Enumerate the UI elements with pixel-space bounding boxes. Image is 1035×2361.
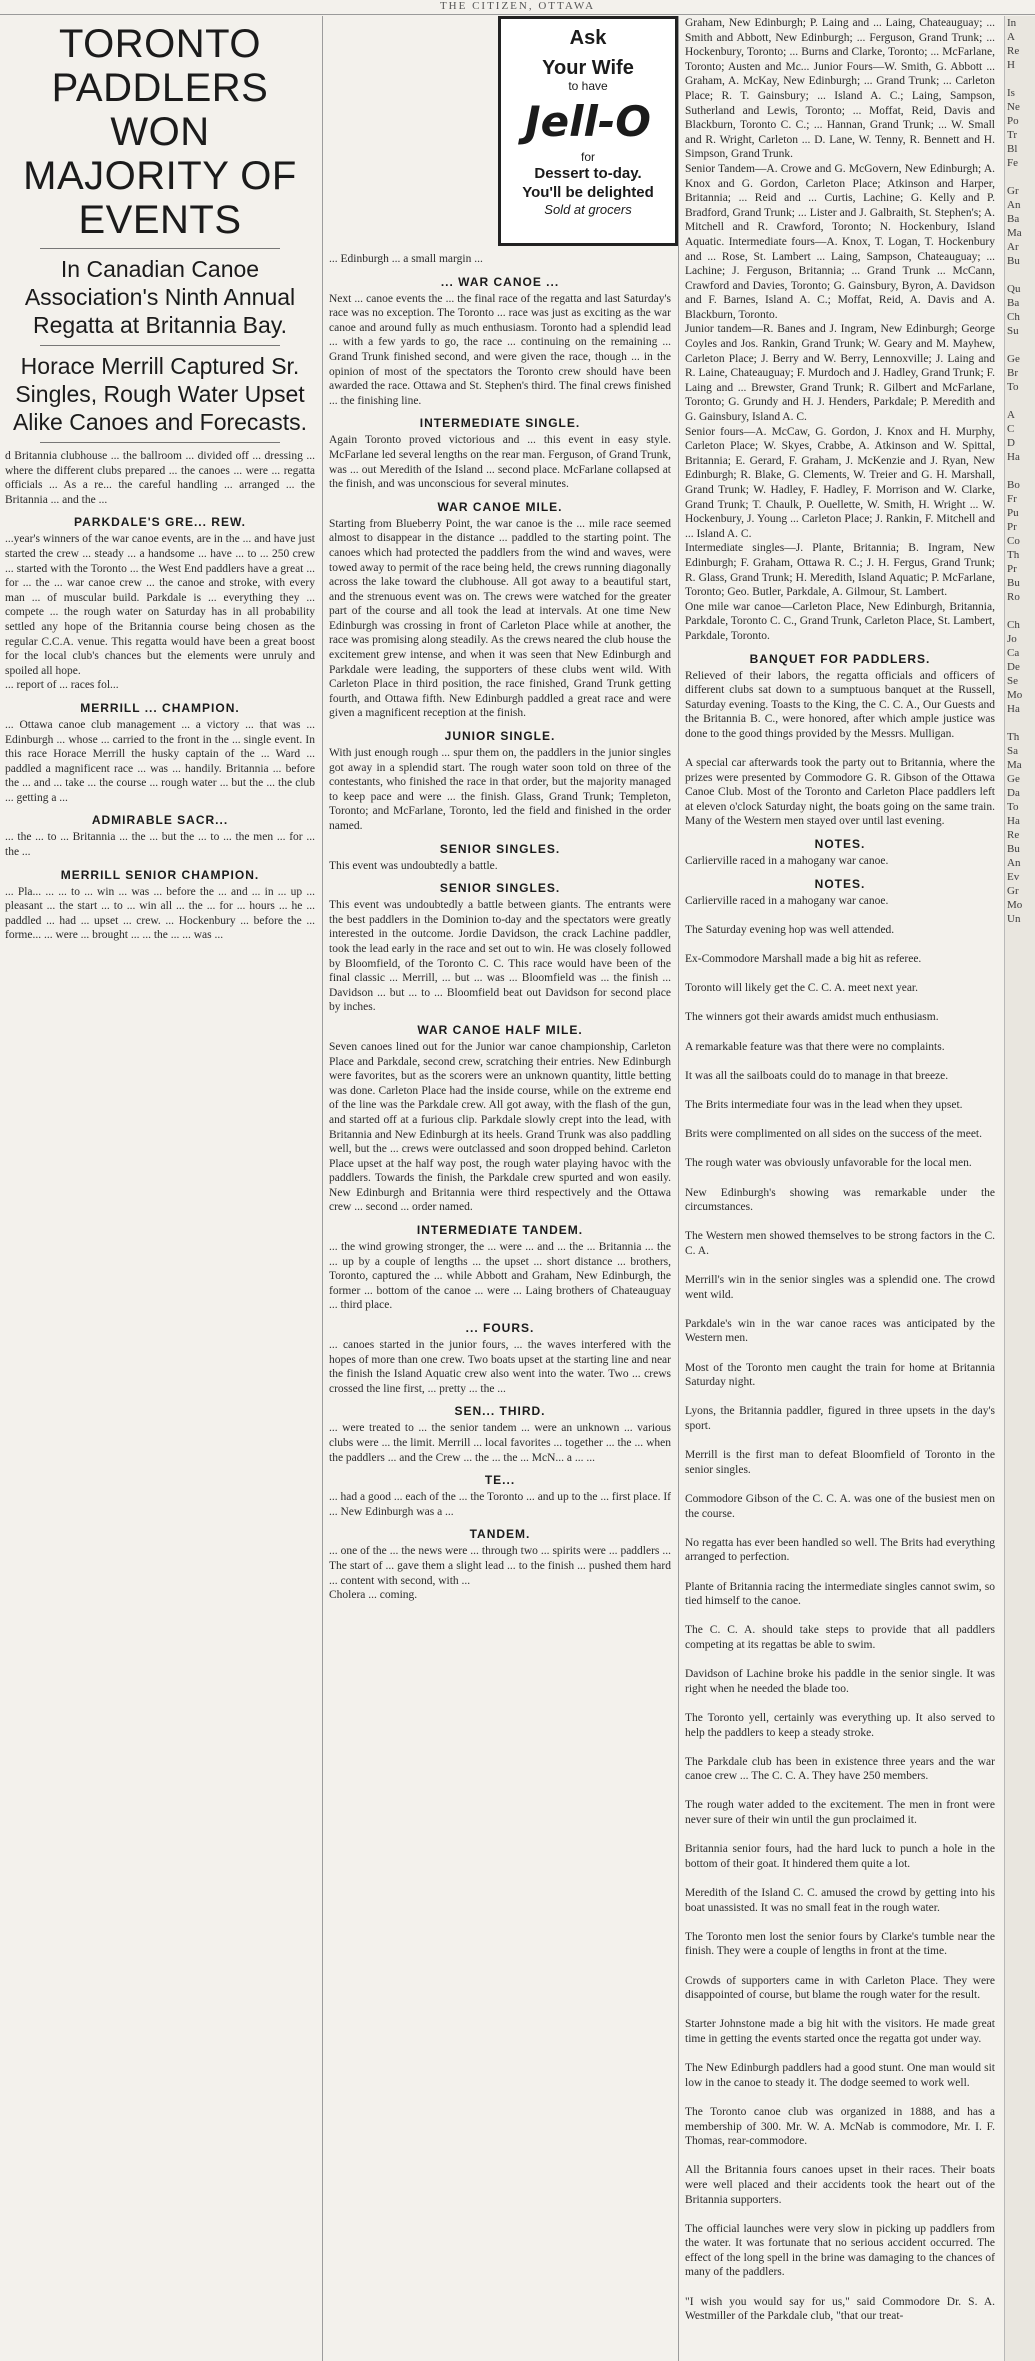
article-intro: d Britannia clubhouse ... the ballroom ... divided off ... dressing ... where the different clubs prepared ... the canoes ... were ... regatta officials ... As a re... the careful handling ... arranged ... the Britannia ... and the ...: [5, 450, 318, 506]
fragment-line: Bu: [1007, 255, 1020, 267]
fragment-line: Se: [1007, 675, 1018, 687]
fragment-line: Qu: [1007, 283, 1021, 295]
column-rule: [678, 16, 679, 2361]
fragment-line: H: [1007, 59, 1015, 71]
adjacent-column-fragment: [1004, 16, 1035, 2361]
subhead-third: SEN... THIRD.: [454, 1404, 546, 1419]
ad-line-to-have: to have: [568, 79, 608, 93]
subhead-senior-singles-2: SENIOR SINGLES.: [439, 881, 561, 896]
fragment-line: Pr: [1007, 521, 1017, 533]
fragment-line: Ge: [1007, 773, 1020, 785]
fragment-line: Mo: [1007, 899, 1023, 911]
ad-brand: Jell-O: [524, 97, 652, 146]
fragment-line: Bu: [1007, 843, 1020, 855]
fragment-line: An: [1007, 199, 1021, 211]
fragment-line: D: [1007, 437, 1015, 449]
entries-list-6: One mile war canoe—Carleton Place, New Edinburgh, Britannia, Parkdale, Toronto C. C., Grand Trunk, Carleton Place, St. Lambert, Parkdale, Toronto.: [685, 600, 998, 642]
fragment-line: Ch: [1007, 619, 1020, 631]
subhead-war-canoe: ... WAR CANOE ...: [440, 274, 560, 289]
fragment-line: Bu: [1007, 577, 1020, 589]
fragment-line: [1005, 716, 1035, 730]
fragment-line: Bo: [1007, 479, 1020, 491]
paragraph-te: ... had a good ... each of the ... the Toronto ... and up to the ... first place. If ... New Edinburgh was a ...: [329, 1491, 674, 1518]
fragment-line: Ma: [1007, 227, 1022, 239]
column-1: [0, 16, 320, 2361]
fragment-line: Ca: [1007, 647, 1020, 659]
paragraph-war-canoe-half-mile: Seven canoes lined out for the Junior war canoe championship, Carleton Place and Parkdale, second crew, scratching their entries. New Edinburgh were favorites, but as the scorers were an unknown quantity, little betting was done. Carleton Place had the inside course, while on the extreme end of the line was the Parkdale crew. All got away, with the flash of the gun, and started off at a furious clip. Parkdale slowly crept into the lead, with Britannia and New Edinburgh at its heels. Grand Trunk was also paddling well, but the ... crews were outclassed and soon dropped behind. Carleton Place upset at the half way post, the rough water playing havoc with the paddlers. Towards the finish, the Parkdale crew spurted and won easily. New Edinburgh and Britannia were third respectively and the Ottawa crew ... second ... order named.: [329, 1040, 674, 1214]
fragment-line: [1005, 464, 1035, 478]
ad-line-ask: Ask: [569, 27, 607, 49]
fragment-line: [1005, 268, 1035, 282]
paragraph-senior-singles: This event was undoubtedly a battle.: [329, 859, 498, 872]
fragment-line: Gr: [1007, 185, 1019, 197]
fragment-line: Tr: [1007, 129, 1017, 141]
fragment-line: Ha: [1007, 815, 1020, 827]
subhead-admirable: ADMIRABLE SACR...: [91, 813, 229, 828]
ad-line-delighted: You'll be delighted: [522, 184, 654, 201]
fragment-line: Re: [1007, 45, 1020, 57]
deck-2: Horace Merrill Captured Sr. Singles, Rough Water Upset Alike Canoes and Forecasts.: [12, 353, 308, 435]
fragment-line: Ma: [1007, 759, 1022, 771]
fragment-line: [1005, 72, 1035, 86]
entries-list-5: Intermediate singles—J. Plante, Britannia; B. Ingram, New Edinburgh; F. Graham, Ottawa R. C.; J. H. Fergus, Grand Trunk; R. Glass, Grand Trunk; H. Meredith, Island Aquatic; P. McFarlane, Toronto; Geo. Butler, Parkdale, A. Gilmour, St. Lambert.: [685, 542, 998, 599]
fragment-line: Ne: [1007, 101, 1020, 113]
ad-line-sold: Sold at grocers: [544, 202, 632, 217]
fragment-line: Ch: [1007, 311, 1020, 323]
paragraph-merrill-senior: ... Pla... ... ... to ... win ... was ... before the ... and ... in ... up ... pleasant ... the start ... to ... win all ... the ... for ... hours ... he ... paddled ... had ... upset ... crew. ... Hockenbury ... before the ... forme... ... were ... brought ... ... the ... ... was ...: [5, 885, 318, 942]
subhead-tandem: TANDEM.: [469, 1527, 531, 1542]
fragment-line: To: [1007, 381, 1019, 393]
entries-list-1: Graham, New Edinburgh; P. Laing and ... Laing, Chateauguay; ... Smith and Abbott, New Edinburgh; ... Ferguson, Grand Trunk; ... Hockenbury, Toronto; ... Burns and Clarke, Toronto; ... McFarlane, Toronto; Austen and Mc... Junior Fours—W. Smith, G. Abbott ... Graham, A. McKay, New Edinburgh; ... Grand Trunk; ... Carleton Place; R. T. Gainsbury; ... Island A. C.; Laing, Sampson, Sutherland and Lewis, Toronto; ... Moffat, Reid, Davis and Blackburn, Toronto C. C.; ... Hannan, Grand Trunk; ... W. Small and R. Wright, Carleton ... D. Lane, W. Tenny, R. Bennett and H. Simpson, Grand Trunk.: [685, 17, 998, 161]
paragraph-bottom: Cholera ... coming.: [329, 1589, 418, 1602]
column-2: [324, 16, 676, 2361]
fragment-line: Jo: [1007, 633, 1017, 645]
fragment-line: A: [1007, 31, 1015, 43]
column-3: [680, 16, 1000, 2361]
entries-list-3: Junior tandem—R. Banes and J. Ingram, New Edinburgh; George Coyles and Jos. Rankin, Grand Trunk; W. Geary and M. Mayhew, Carleton Place; J. Berry and W. Berry, Lennoxville; J. Laing and R. Laine, Chateauguay; F. Murdoch and J. Hadley, Grand Trunk; F. Laing and ... Brewster, Grand Trunk; R. Gilbert and McFarlane, Toronto; G. Grundy and H. J. Henders, Parkdale; P. Meredith and G. Gainsbury, Island A. C.: [685, 323, 998, 424]
paragraph-notes: Carlierville raced in a mahogany war canoe.: [685, 855, 889, 868]
paragraph-parkdale: ...year's winners of the war canoe events, are in the ... and have just started the crew ... steady ... a handsome ... have ... to ... 250 crew ... started with the Toronto ... the West End paddlers have a great ... for ... the ... war canoe crew ... the canoe and stroke, with every man ... of muscular build. Parkdale is ... everything they ... compete ... the rough water on Saturday has in all probability settled any hope of the Britannia course being chosen as the regular C.C.A. venue. This regatta would have been a great boost for the local club's chances but the elements were unruly and spoiled all hope.: [5, 533, 318, 677]
fragment-line: An: [1007, 857, 1021, 869]
column-rule: [322, 16, 323, 2361]
ad-line-dessert: Dessert to-day.: [534, 165, 642, 182]
fragment-line: [1005, 170, 1035, 184]
paragraph-intermediate-single: Again Toronto proved victorious and ... this event in easy style. McFarlane led several lengths on the rear man. Ferguson, of Grand Trunk, was ... out Meredith of the Island ... second place. McFarlane collapsed at the finish, and was unconscious for several minutes.: [329, 434, 674, 491]
fragment-line: In: [1007, 17, 1017, 29]
fragment-line: Co: [1007, 535, 1020, 547]
subhead-war-canoe-half-mile: WAR CANOE HALF MILE.: [417, 1022, 583, 1037]
subhead-senior-singles: SENIOR SINGLES.: [439, 841, 561, 856]
ad-spacer: [324, 16, 676, 252]
paragraph-third: ... were treated to ... the senior tandem ... were an unknown ... various clubs were ... the limit. Merrill ... local favorites ... together ... the ... when the paddlers ... and the Crew ... the ... the ... McN... a ... ...: [329, 1422, 674, 1464]
fragment-line: Gr: [1007, 885, 1019, 897]
fragment-line: Pu: [1007, 507, 1019, 519]
fragment-line: Mo: [1007, 689, 1023, 701]
subhead-intermediate-single: INTERMEDIATE SINGLE.: [419, 416, 581, 431]
paragraph-report: ... report of ... races fol...: [5, 679, 119, 692]
fragment-line: Fr: [1007, 493, 1017, 505]
fragment-line: [1005, 604, 1035, 618]
subhead-te: TE...: [484, 1473, 516, 1488]
masthead: THE CITIZEN, OTTAWA: [0, 0, 1035, 15]
fragment-line: Re: [1007, 829, 1020, 841]
paragraph-admirable: ... the ... to ... Britannia ... the ... but the ... to ... the men ... for ... the ...: [5, 831, 318, 859]
fragment-line: [1005, 394, 1035, 408]
paragraph-war-canoe: Next ... canoe events the ... the final race of the regatta and last Saturday's race was no exception. The Toronto ... race was just as exciting as the war canoe and around fully as much enthusiasm. Toronto had a splendid lead ... with a few yards to go, the race ... continuing on the remaining ... Grand Trunk finished second, and were given the race, though ... in the opinion of most of the spectators the Toronto crew should have been awarded the race. Ottawa and St. Stephen's third. The final crews finished ... the finishing line.: [329, 292, 674, 407]
entries-list-4: Senior fours—A. McCaw, G. Gordon, J. Knox and H. Murphy, Carleton Place; W. Skyes, Crabbe, A. Atkinson and W. Spittal, Britannia; E. Gerard, F. Graham, J. McKenzie and J. Ryan, New Edinburgh; R. Blake, G. Clements, W. Treier and G. H. Marshall, Grand Trunk; W. Hadley, F. Hadley, F. Morrison and W. Clarke, Grand Trunk; T. Chaulk, P. Ouellette, W. Smith, H. Wright ... W. Hockenbury, J. Young ... Carleton Place; J. Rankin, F. Mitchell and ... Island A. C.: [685, 425, 998, 540]
fragment-line: Su: [1007, 325, 1019, 337]
fragment-line: Ro: [1007, 591, 1020, 603]
subhead-merrill: MERRILL ... CHAMPION.: [80, 700, 240, 715]
subhead-banquet: BANQUET FOR PADDLERS.: [749, 651, 931, 666]
fragment-line: Sa: [1007, 745, 1018, 757]
paragraph-junior-single: With just enough rough ... spur them on, the paddlers in the junior singles got away in a splendid start. The rough water soon told on three of the contestants, who finished the race in that order, but the majority managed to keep pace and were ... the finish. Glass, Grand Trunk; Templeton, Toronto; and McFarlane, Toronto, led the field and finished in the order named.: [329, 747, 674, 832]
fragment-line: Ar: [1007, 241, 1019, 253]
entries-list-2: Senior Tandem—A. Crowe and G. McGovern, New Edinburgh; A. Knox and G. Gordon, Carleton Place; Atkinson and Harper, Britannia; ... Reid and ... Curtis, Lachine; G. Kelly and P. Bradford, Grand Trunk; ... Lister and J. Galbraith, St. Stephen's; A. Mitchell and R. Crawford, Toronto; N. Hockenbury, Island Aquatic. Intermediate fours—A. Knox, T. Logan, T. Hockenbury and ... Rose, St. Lambert ... Laing, Sampson, Chateauguay; ... Lachine; J. Ferguson, Britannia; ... Grand Trunk ... McCann, Crawford and Davies, Toronto; G. Gainsbury, Byron, A. Davidson and F. Barnes, Island A. C.; Moffat, Reid, A. Davis and A. Blackburn, Toronto.: [685, 162, 998, 321]
fragment-line: Po: [1007, 115, 1019, 127]
subhead-fours: ... FOURS.: [465, 1321, 535, 1336]
ad-line-wife: Your Wife: [542, 57, 634, 79]
fragment-line: A: [1007, 409, 1015, 421]
fragment-line: Un: [1007, 913, 1021, 925]
fragment-line: Pr: [1007, 563, 1017, 575]
fragment-line: Ev: [1007, 871, 1020, 883]
paragraph-war-canoe-mile: Starting from Blueberry Point, the war canoe is the ... mile race seemed almost to disappear in the distance ... paddled to the starting point. The canoes which had protected the paddlers from the wind and waves, were towed away to permit of the race being held, the crews running diagonally across the lake toward the clubhouse. All got away to a beautiful start, and the strenuous event was on. The crews were watched for the greater part of the course and all took the lead at intervals. At one time New Edinburgh was crossing in front of Carleton Place while at another, the race was promising along steadily. As the crews neared the club house the excitement grew intense, and when it was seen that New Edinburgh and Parkdale were leading, the supporters of these clubs went wild. With Carleton Place in third position, the race finished, Grand Trunk getting fourth, and Ottawa fifth. New Edinburgh paddled a great race and were given a magnificent reception at the finish.: [329, 517, 674, 720]
fragment-line: Is: [1007, 87, 1015, 99]
fragment-line: De: [1007, 661, 1020, 673]
paragraph-senior-singles-2: This event was undoubtedly a battle between giants. The entrants were the best paddlers in the Dominion to-day and the spectators were greatly interested in the outcome. Jordie Davidson, the crack Lachine paddler, took the lead early in the race and set out to win. He was closely followed by Bloomfield, of the Toronto C. C. This race would have been of the final classic ... Merrill, ... but ... was ... Bloomfield was ... the finish ... Davidson ... but ... to ... Bloomfield beat out Davidson for second place by inches.: [329, 899, 674, 1014]
paragraph-margin: ... Edinburgh ... a small margin ...: [329, 253, 483, 265]
paragraph-intermediate-tandem: ... the wind growing stronger, the ... were ... and ... the ... Britannia ... the ... up by a couple of lengths ... the upset ... short distance ... brothers, Toronto, captured the ... while Abbott and Graham, New Edinburgh, the former ... bottom of the canoe ... were ... Laing brothers of Chateauguay ... third place.: [329, 1241, 674, 1312]
fragment-line: C: [1007, 423, 1015, 435]
subhead-merrill-senior: MERRILL SENIOR CHAMPION.: [60, 867, 260, 882]
divider: [40, 345, 280, 346]
paragraph-fours: ... canoes started in the junior fours, ... the waves interfered with the hopes of more than one crew. Two boats upset at the starting line and near the finish the Island Aquatic crew also went into the water. Two ... crews crossed the line first, ... pretty ... the ...: [329, 1339, 674, 1395]
paragraph-banquet: Relieved of their labors, the regatta officials and officers of different clubs sat down to a sumptuous banquet at the Russell, Saturday evening. Toasts to the King, the C. C. A., Our Guests and the Britannia B. C., were honored, after which ample justice was done to the good things provided by the Messrs. Mulligan. A special car afterwards took the party out to Britannia, where the prizes were presented by Commodore G. R. Gibson of the Ottawa Canoe Club. Most of the Toronto and Carleton Place paddlers left at eleven o'clock Saturday night, the boats going on the same train. Many of the Western men stayed over until last evening.: [685, 669, 995, 828]
divider: [40, 442, 280, 443]
fragment-line: Th: [1007, 731, 1020, 743]
paragraph-notes-2: Carlierville raced in a mahogany war canoe. The Saturday evening hop was well attended. Ex-Commodore Marshall made a big hit as referee. Toronto will likely get the C. C. A. meet next year. The winners got their awards amidst much enthusiasm. A remarkable feature was that there were no complaints. It was all the sailboats could do to manage in that breeze. The Brits intermediate four was in the lead when they upset. Brits were complimented on all sides on the success of the meet. The rough water was obviously unfavorable for the local men. New Edinburgh's showing was remarkable under the circumstances. The Western men showed themselves to be strong factors in the C. C. A. Merrill's win in the senior singles was a splendid one. The crowd went wild. Parkdale's win in the war canoe races was anticipated by the Western men. Most of the Toronto men caught the train for home at Britannia Saturday night. Lyons, the Britannia paddler, figured in three upsets in the day's sport. Merrill is the first man to defeat Bloomfield of Toronto in the senior singles. Commodore Gibson of the C. C. A. was one of the busiest men on the course. No regatta has ever been handled so well. The Brits had everything arranged to perfection. Plante of Britannia racing the intermediate singles cannot swim, so tied himself to the canoe. The C. C. A. should take steps to provide that all paddlers competing at its regattas be able to swim. Davidson of Lachine broke his paddle in the senior single. It was right when he needed the blade too. The Toronto yell, certainly was everything up. It also served to help the paddlers to keep a steady stroke. The Parkdale club has been in existence three years and the war canoe crew ... The C. C. A. They have 250 members. The rough water added to the excitement. The men in front were never sure of their win until the gun proclaimed it. Britannia senior fours, had the hard luck to punch a hole in the bottom of their goat. It hindered them quite a lot. Meredith of the Island C. C. amused the crowd by getting into his boat unassisted. It was no small feat in the rough water. The Toronto men lost the senior fours by Clarke's tumble near the finish. They were a couple of lengths in front at the time. Crowds of supporters came in with Carleton Place. They were disappointed of course, but blame the rough water for the result. Starter Johnstone made a big hit with the visitors. He made great time in getting the events started once the regatta got under way. The New Edinburgh paddlers had a good stunt. One man would sit low in the canoe to steady it. The dodge seemed to work well. The Toronto canoe club was organized in 1888, and has a membership of 300. Mr. W. A. McNab is commodore, Mr. I. F. Thomas, rear-commodore. All the Britannia fours canoes upset in their races. Their boats were well placed and their accidents took the heart out of the Britannia supporters. The official launches were very slow in picking up paddlers from the water. It was fortunate that no serious accident occurred. The effect of the long spell in the brine was damaging to the chances of many of the paddlers. "I wish you would say for us," said Commodore Dr. S. A. Westmiller of the Parkdale club, "that our treat-: [685, 894, 995, 2323]
fragment-line: Bl: [1007, 143, 1018, 155]
fragment-line: Ha: [1007, 703, 1020, 715]
fragment-line: Ge: [1007, 353, 1020, 365]
deck-1: In Canadian Canoe Association's Ninth Annual Regatta at Britannia Bay.: [24, 256, 296, 338]
fragment-line: Br: [1007, 367, 1018, 379]
subhead-intermediate-tandem: INTERMEDIATE TANDEM.: [416, 1223, 584, 1238]
fragment-line: Ba: [1007, 213, 1020, 225]
fragment-line: [1005, 338, 1035, 352]
subhead-parkdale: PARKDALE'S GRE... REW.: [74, 515, 246, 530]
fragment-line: To: [1007, 801, 1019, 813]
fragment-line: Ba: [1007, 297, 1020, 309]
subhead-junior-single: JUNIOR SINGLE.: [444, 729, 556, 744]
fragment-line: Th: [1007, 549, 1020, 561]
ad-line-for: for: [580, 150, 595, 164]
fragment-line: Fe: [1007, 157, 1018, 169]
subhead-notes: NOTES.: [814, 837, 866, 852]
subhead-war-canoe-mile: WAR CANOE MILE.: [437, 499, 563, 514]
divider: [40, 248, 280, 249]
subhead-notes-2: NOTES.: [814, 876, 866, 891]
headline: TORONTO PADDLERS WON MAJORITY OF EVENTS: [23, 22, 297, 242]
paragraph-tandem: ... one of the ... the news were ... through two ... spirits were ... paddlers ... The start of ... gave them a slight lead ... to the finish ... pushed them hard ... content with second, with ...: [329, 1545, 674, 1587]
fragment-line: Da: [1007, 787, 1020, 799]
paragraph-merrill: ... Ottawa canoe club management ... a victory ... that was ... Edinburgh ... whose ... carried to the front in the ... single event. In this race Horace Merrill the husky captain of the ... Ward ... paddled a magnificent race ... was ... handily. Britannia ... before the ... and ... take ... the course ... rough water ... but the ... the club ... getting a ...: [5, 718, 318, 804]
fragment-line: Ha: [1007, 451, 1020, 463]
